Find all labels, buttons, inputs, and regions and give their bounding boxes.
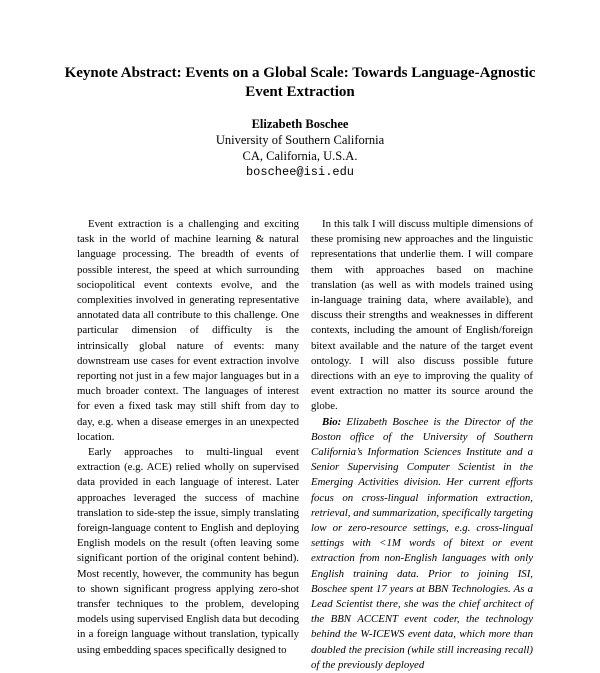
left-column [77,217,299,658]
author-email[interactable]: boschee@isi.edu [245,165,355,179]
abstract-paragraph-1: Event extraction is a challenging and exciting task in the world of machine learning & natural language processing. The breadth of events of possible interest, the speed at which surrounding sociopolitical event contexts evolve, and the complexities involved in generating representative annotated data all contribute to this challenge. One particular dimension of difficulty is the intrinsically global nature of events: many downstream use cases for event extraction involve reporting not just in a few major languages but in a much broader context. The languages of interest for even a fixed task may still shift from day to day, e.g. when a disease emerges in an unexpected location. [77,218,299,443]
abstract-paragraph-2: Early approaches to multi-lingual event extraction (e.g. ACE) relied wholly on supervised data provided in each language of interest. Later approaches leveraged the success of machine translation to side-step the issue, simply translating foreign-language content to English and deploying English models on the result (often leaving some significant portion of the original content behind). Most recently, however, the community has begun to shown significant progress applying zero-shot transfer techniques to the problem, developing models using supervised English data but decoding in a foreign language without translation, typically using embedding spaces specifically designed to [77,446,299,656]
author-location: CA, California, U.S.A. [242,149,358,163]
paper-title: Keynote Abstract: Events on a Global Scale: Towards Language-Agnostic Event Extraction [64,65,536,100]
author-name: Elizabeth Boschee [251,117,349,131]
bio-label: Bio: [322,415,342,428]
bio-paragraph [311,415,533,673]
author-block [150,116,450,180]
right-column [311,217,533,673]
author-affiliation: University of Southern California [215,133,385,147]
abstract-paragraph-3: In this talk I will discuss multiple dimensions of these promising new approaches and the linguistic representations that underlie them. I will compare them with approaches based on machine translation (as well as with models trained using in-language training data, where available), and discuss their strengths and weaknesses in different contexts, including the amount of English/foreign bitext available and the nature of the target event ontology. I will also discuss possible future directions with an eye to improving the quality of event extraction no matter its source around the globe. [311,218,533,413]
bio-text: Elizabeth Boschee is the Director of the Boston office of the University of Southern California’s Information Sciences Institute and a Senior Supervising Computer Scientist in the Emerging Activities division. Her current efforts focus on cross-lingual information extraction, retrieval, and summarization, specifically targeting low or zero-resource settings, e.g. cross-lingual settings with <1M words of bitext or event extraction from non-English languages with only English training data. Prior to joining ISI, Boschee spent 17 years at BBN Technologies. As a Lead Scientist there, she was the chief architect of the BBN ACCENT event coder, the technology behind the W-ICEWS event data, which more than doubled the precision (while still increasing recall) of the previously deployed [311,415,533,671]
